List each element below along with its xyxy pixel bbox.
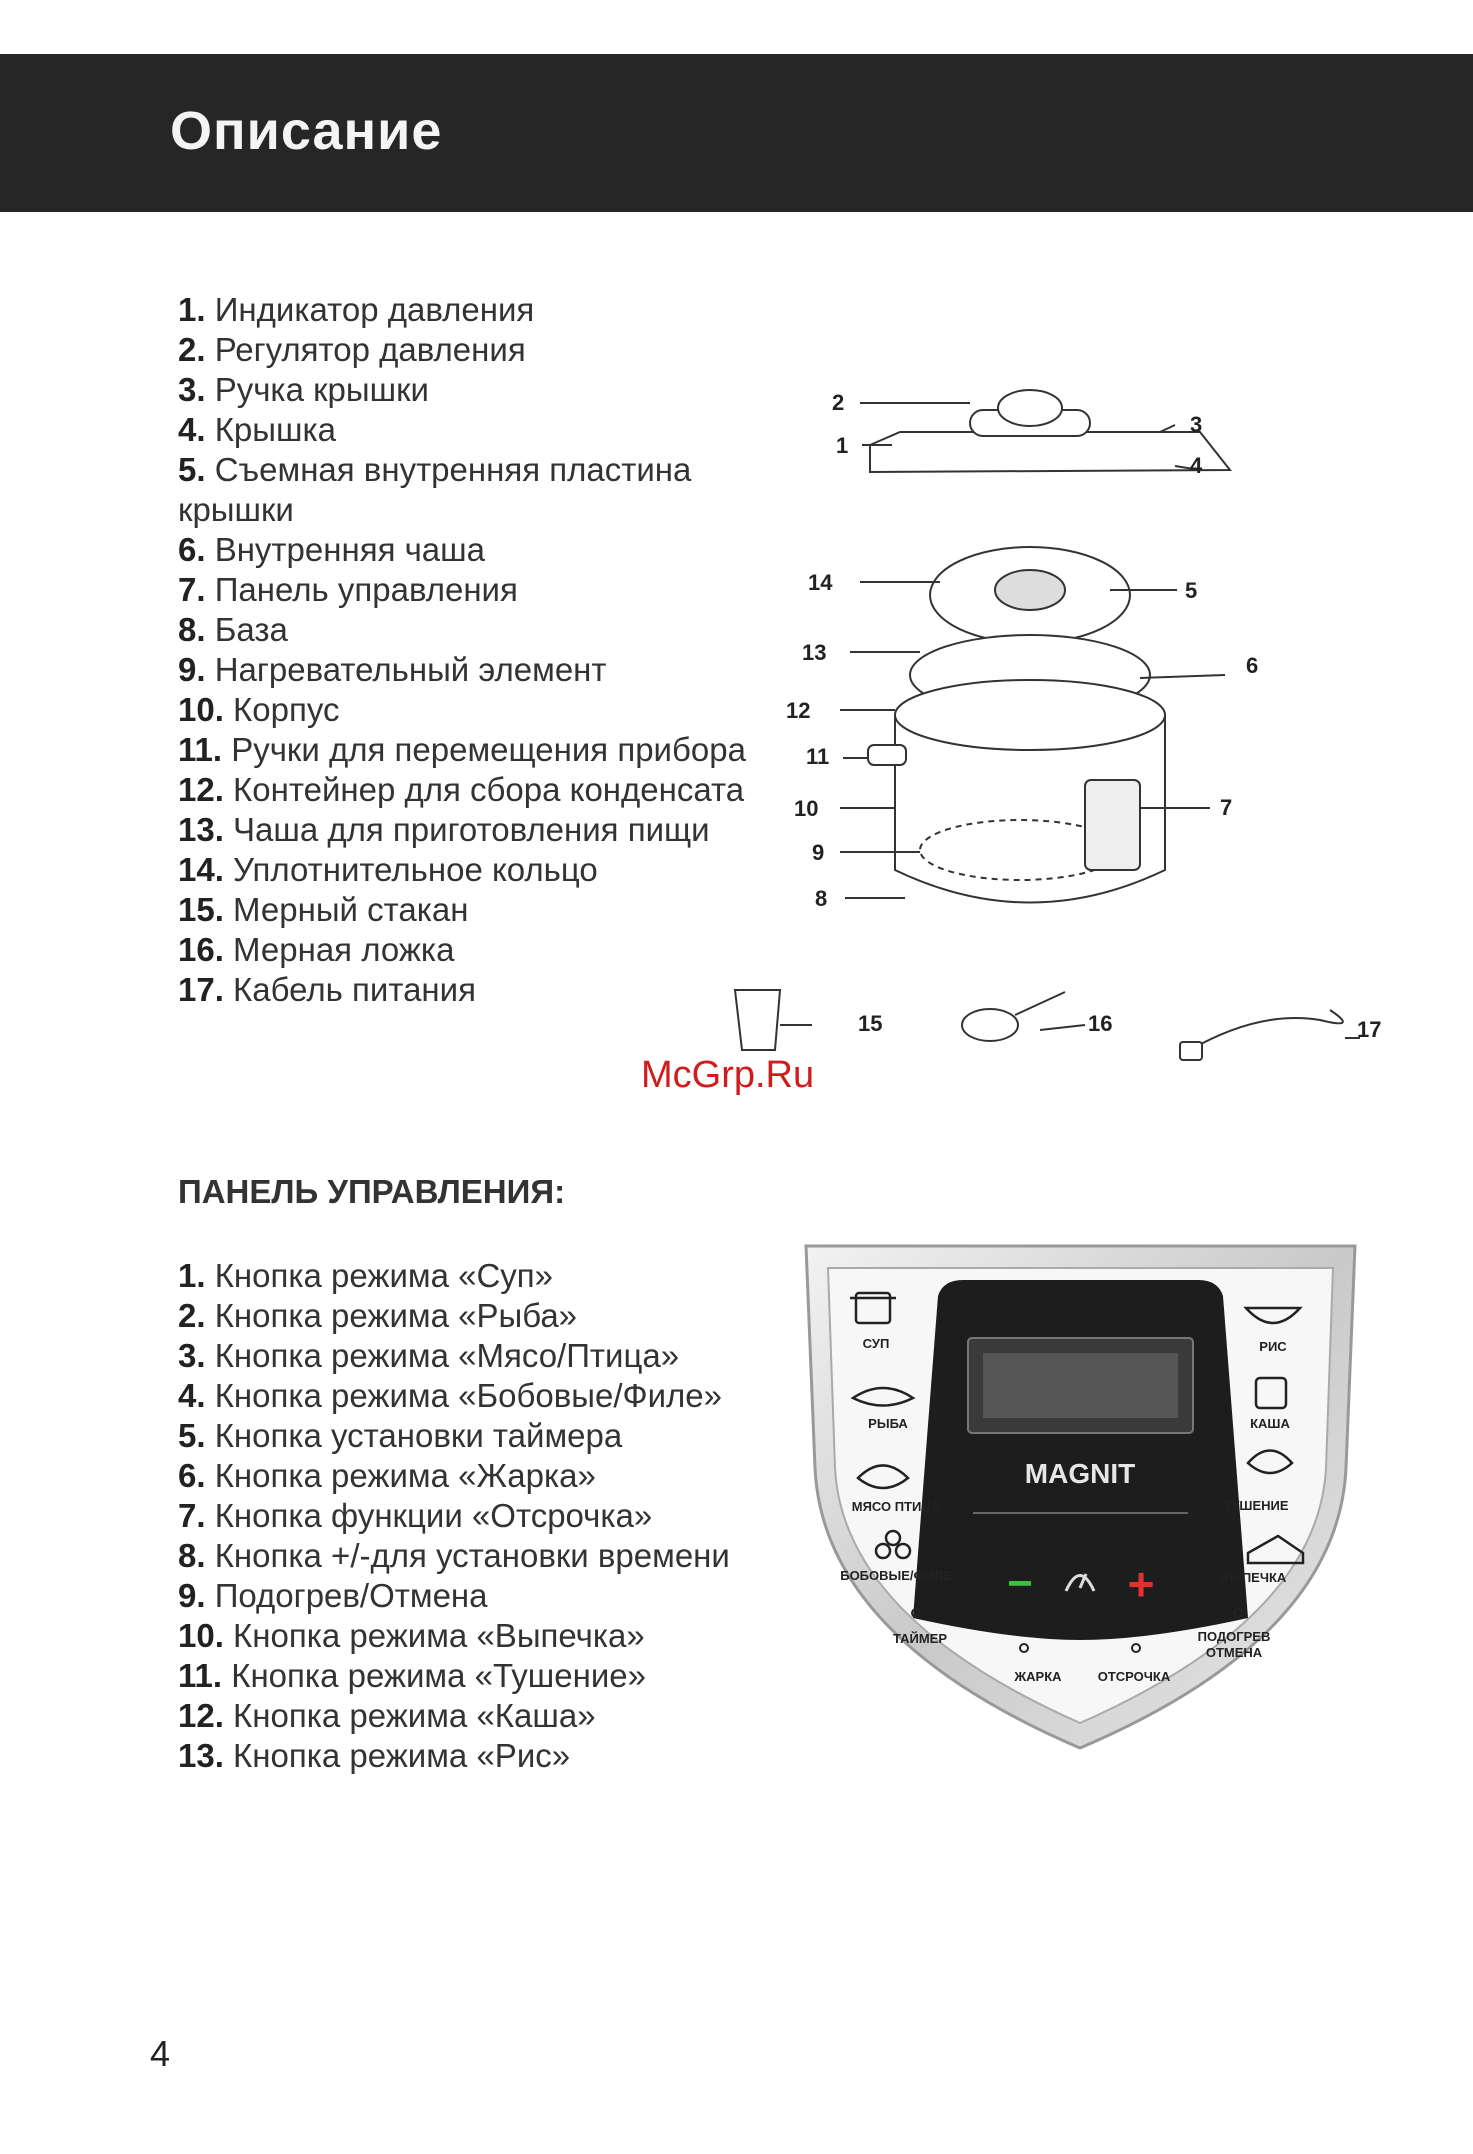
diagram-label-5: 5 [1185,578,1198,603]
diagram-label-7: 7 [1220,795,1233,820]
list-item: 8. База [178,611,288,648]
porridge-label: КАША [1250,1416,1290,1431]
soup-label: СУП [862,1336,890,1351]
diagram-label-3: 3 [1190,412,1203,437]
diagram-label-12: 12 [786,698,811,723]
list-item: 13. Чаша для приготовления пищи [178,811,710,848]
timer-label: ТАЙМЕР [892,1631,948,1646]
list-item: 5. Съемная внутренняя пластина крышки [178,451,692,528]
list-item: 11. Ручки для перемещения прибора [178,731,746,768]
list-item: 3. Кнопка режима «Мясо/Птица» [178,1337,680,1374]
list-item: 13. Кнопка режима «Рис» [178,1737,571,1774]
list-item: 1. Кнопка режима «Суп» [178,1257,554,1294]
list-item: 1. Индикатор давления [178,291,535,328]
diagram-label-6: 6 [1246,653,1259,678]
list-item: 4. Крышка [178,411,336,448]
measuring-spoon-shape [962,1009,1018,1041]
panel-list [178,1256,798,1776]
diagram-label-8: 8 [815,886,828,911]
list-item: 10. Корпус [178,691,340,728]
list-item: 4. Кнопка режима «Бобовые/Филе» [178,1377,722,1414]
diagram-label-9: 9 [812,840,825,865]
diagram-label-10: 10 [794,796,819,821]
plug-shape [1180,1042,1202,1060]
list-item: 6. Кнопка режима «Жарка» [178,1457,596,1494]
diagram-label-13: 13 [802,640,827,665]
list-item: 2. Кнопка режима «Рыба» [178,1297,578,1334]
list-item: 6. Внутренняя чаша [178,531,485,568]
cancel-label: ОТМЕНА [1205,1645,1263,1660]
warm-label: ПОДОГРЕВ [1197,1629,1271,1644]
list-item: 2. Регулятор давления [178,331,526,368]
plus-button[interactable]: + [1127,1558,1155,1610]
body-rim-shape [895,680,1165,750]
list-item: 9. Подогрев/Отмена [178,1577,488,1614]
page-title: Описание [170,101,443,161]
diagram-label-1: 1 [836,433,849,458]
delay-label: ОТСРОЧКА [1097,1669,1171,1684]
meat-poultry-label: МЯСО ПТИЦА [851,1499,941,1514]
rice-label: РИС [1259,1339,1287,1354]
list-item: 9. Нагревательный элемент [178,651,607,688]
list-item: 7. Кнопка функции «Отсрочка» [178,1497,653,1534]
list-item: 12. Контейнер для сбора конденсата [178,771,745,808]
diagram-label-2: 2 [832,390,845,415]
list-item: 5. Кнопка установки таймера [178,1417,623,1454]
diagram-label-17: 17 [1357,1017,1382,1042]
list-item: 15. Мерный стакан [178,891,469,928]
parts-list [178,290,778,1010]
list-item: 3. Ручка крышки [178,371,429,408]
fry-label: ЖАРКА [1014,1669,1062,1684]
stew-label: ТУШЕНИЕ [1223,1498,1289,1513]
list-item: 10. Кнопка режима «Выпечка» [178,1617,645,1654]
fish-label: РЫБА [868,1416,908,1431]
measuring-cup-shape [735,990,780,1050]
body-control-panel-shape [1085,780,1140,870]
lcd-screen [983,1353,1178,1418]
list-item: 11. Кнопка режима «Тушение» [178,1657,646,1694]
watermark: McGrp.Ru [641,1054,815,1096]
inner-plate-center [995,570,1065,610]
control-panel-illustration [798,1238,1363,1758]
list-item: 17. Кабель питания [178,971,476,1008]
diagram-label-16: 16 [1088,1011,1113,1036]
pressure-regulator-shape [998,390,1062,426]
diagram-label-11: 11 [806,744,830,769]
bake-label: ВЫПЕЧКА [1219,1570,1287,1585]
list-item: 12. Кнопка режима «Каша» [178,1697,596,1734]
section-title: ПАНЕЛЬ УПРАВЛЕНИЯ: [178,1173,566,1210]
diagram-label-15: 15 [858,1011,883,1036]
list-item: 16. Мерная ложка [178,931,455,968]
minus-button[interactable]: − [1007,1559,1033,1608]
body-handle-shape [868,745,906,765]
cooker-diagram [720,370,1400,1090]
power-cable-shape [1190,1010,1343,1050]
list-item: 14. Уплотнительное кольцо [178,851,598,888]
brand-logo: MAGNIT [1024,1458,1136,1489]
diagram-label-14: 14 [808,570,833,595]
list-item: 7. Панель управления [178,571,518,608]
spoon-handle-shape [1015,992,1065,1015]
list-item: 8. Кнопка +/-для установки времени [178,1537,730,1574]
diagram-label-4: 4 [1190,453,1203,478]
beans-fillet-label: БОБОВЫЕ/ФИЛЕ [840,1568,952,1583]
page-number: 4 [150,2033,171,2074]
